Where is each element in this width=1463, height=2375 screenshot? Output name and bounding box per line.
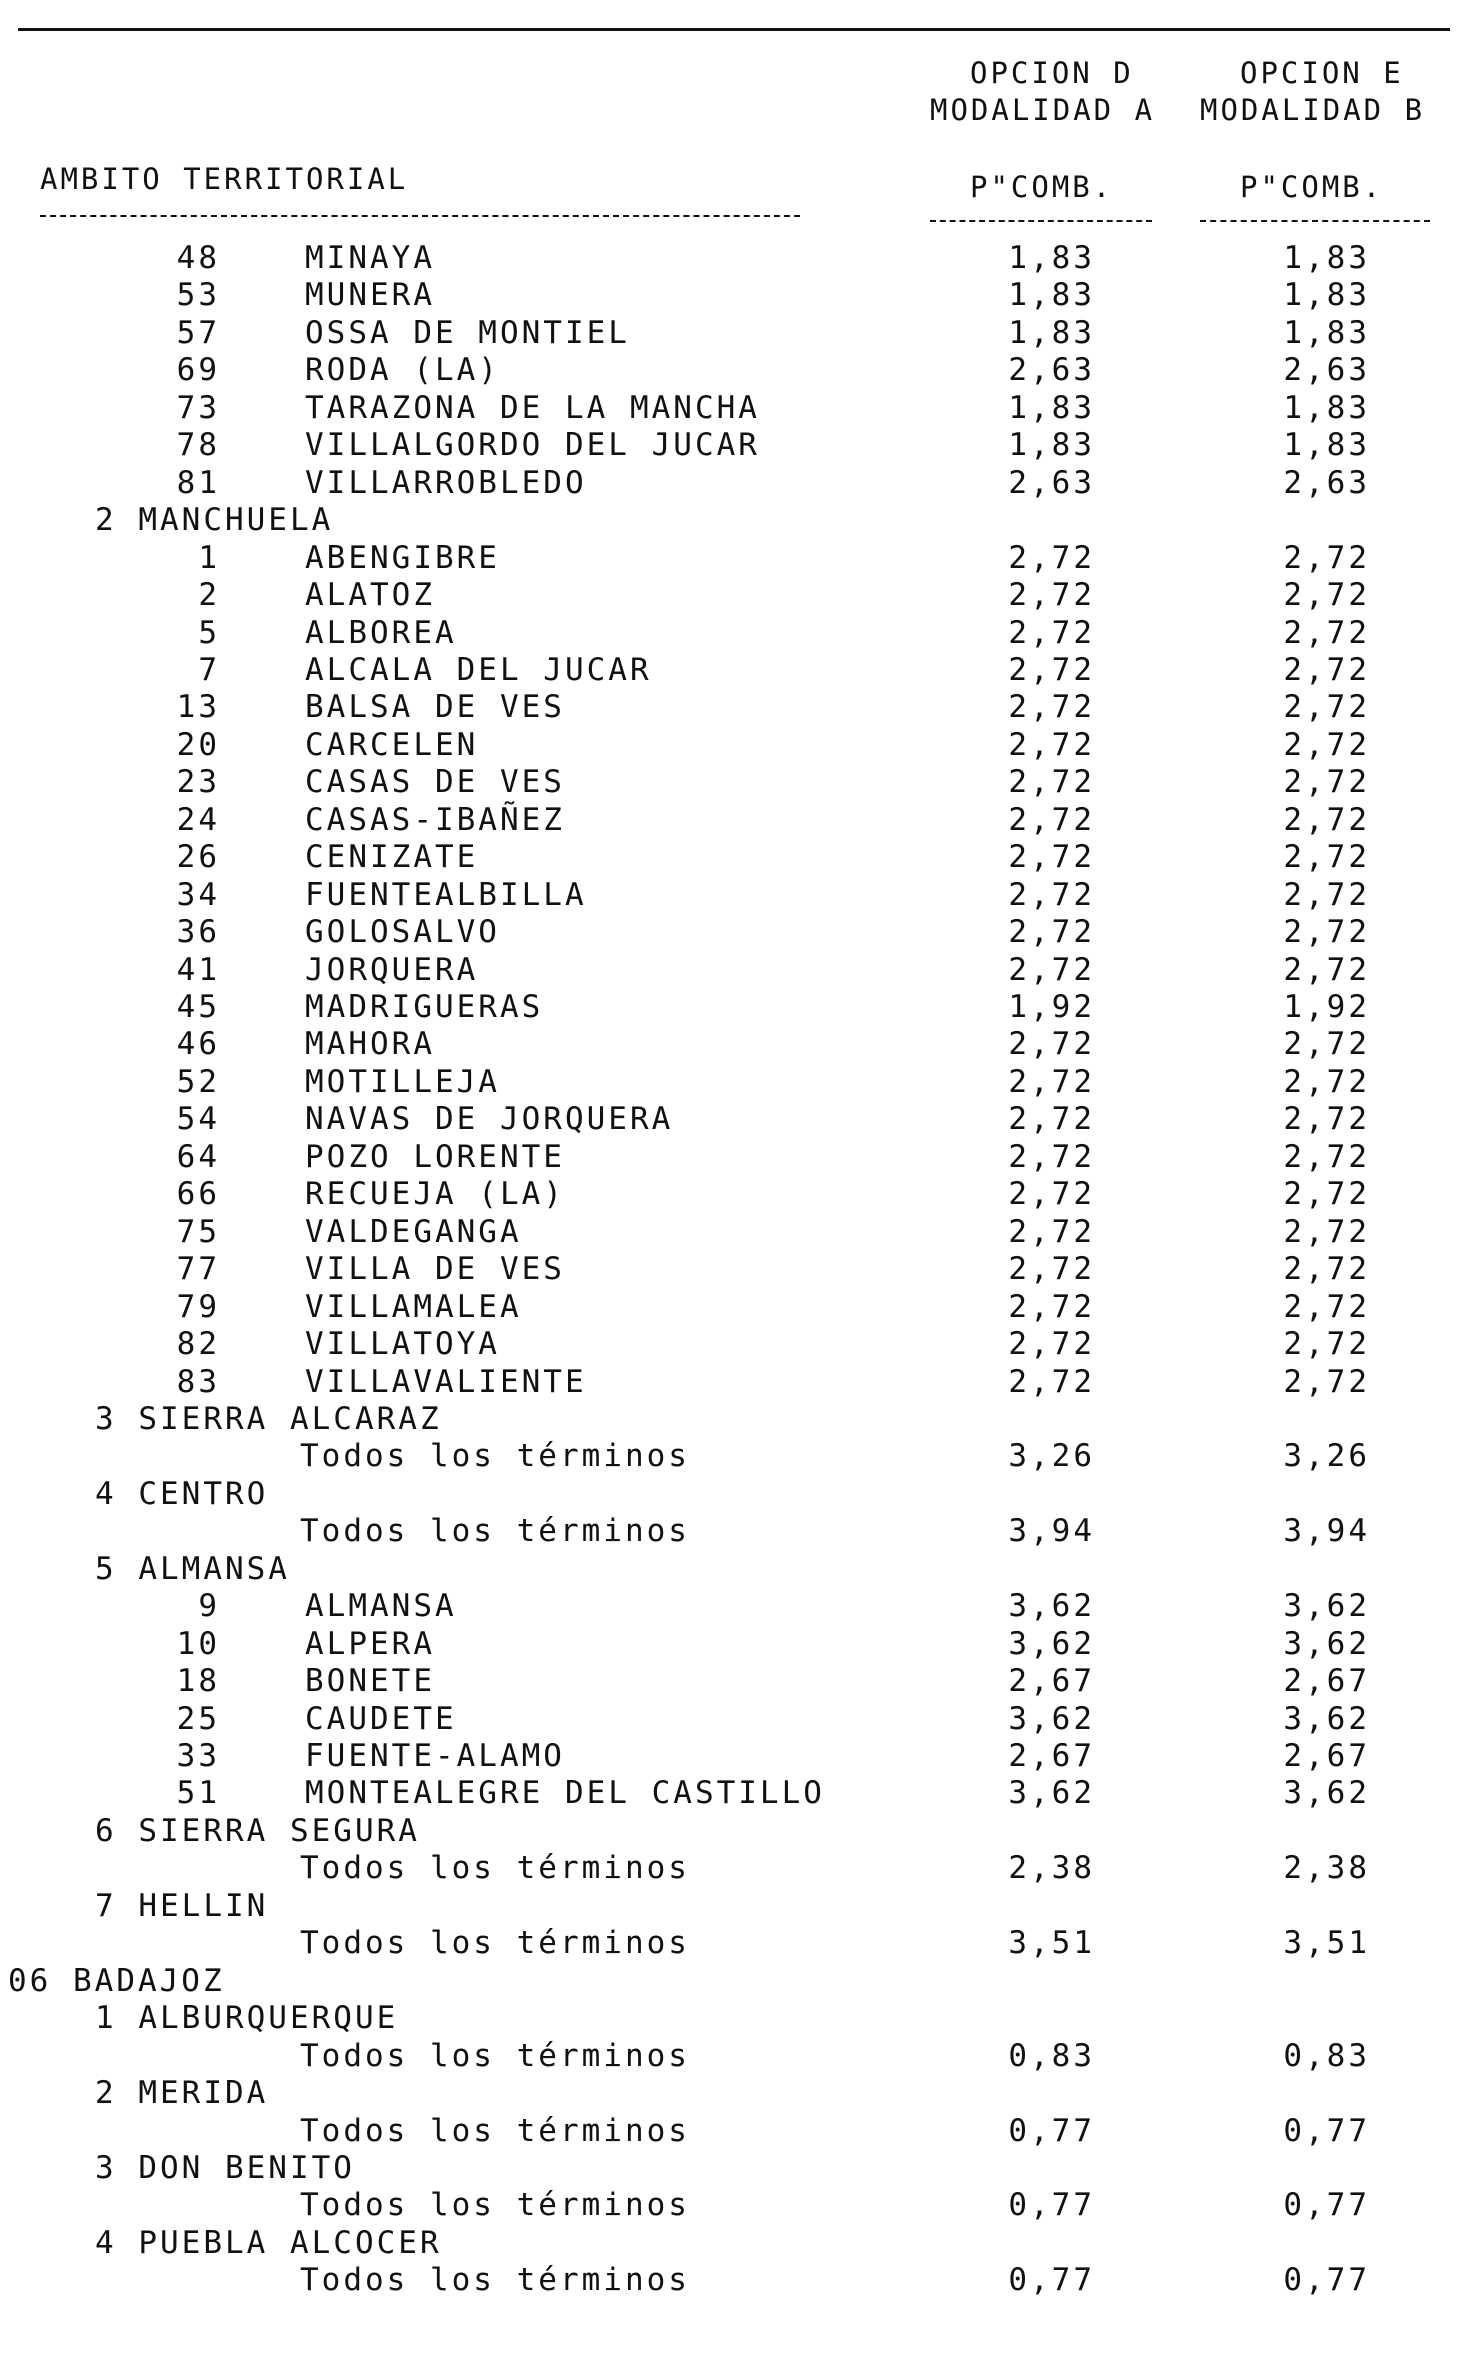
municipality-row [0, 1101, 1463, 1138]
col-d-header-line1: OPCION D [970, 56, 1134, 90]
all-terms-label: Todos los términos [300, 2187, 690, 2224]
rate-option-e: 0,77 [1283, 2262, 1370, 2299]
municipality-code: 18 [176, 1663, 220, 1700]
municipality-row [0, 1026, 1463, 1063]
rate-option-d: 2,72 [1008, 1213, 1095, 1250]
rate-option-e: 0,77 [1283, 2187, 1370, 2224]
comarca-name: 1 ALBURQUERQUE [95, 2000, 399, 2037]
rate-option-d: 2,38 [1008, 1850, 1095, 1887]
all-terms-row [0, 2113, 1463, 2150]
rate-option-e: 3,51 [1283, 1925, 1370, 1962]
municipality-code: 25 [176, 1700, 220, 1737]
comarca-row [0, 1813, 1463, 1850]
rate-option-d: 3,51 [1008, 1925, 1095, 1962]
all-terms-label: Todos los términos [300, 1513, 690, 1550]
municipality-row [0, 540, 1463, 577]
all-terms-label: Todos los términos [300, 1850, 690, 1887]
rate-option-d: 0,77 [1008, 2187, 1095, 2224]
municipality-row [0, 764, 1463, 801]
municipality-row [0, 427, 1463, 464]
comarca-row [0, 1888, 1463, 1925]
comarca-name: 2 MANCHUELA [95, 502, 334, 539]
municipality-row [0, 802, 1463, 839]
municipality-code: 36 [176, 914, 220, 951]
municipality-row [0, 1364, 1463, 1401]
rate-option-e: 1,92 [1283, 989, 1370, 1025]
municipality-code: 66 [176, 1176, 220, 1213]
municipality-code: 52 [176, 1063, 220, 1100]
rate-option-d: 1,83 [1008, 427, 1095, 464]
rate-option-d: 2,72 [1008, 726, 1095, 763]
municipality-code: 34 [176, 876, 220, 913]
all-terms-row [0, 1513, 1463, 1550]
municipality-code: 45 [176, 989, 220, 1025]
municipality-row [0, 1289, 1463, 1326]
rate-option-d: 2,67 [1008, 1738, 1095, 1774]
all-terms-label: Todos los términos [300, 2262, 690, 2299]
municipality-name: CASAS DE VES [305, 764, 565, 801]
rate-option-d: 2,72 [1008, 914, 1095, 951]
rate-option-d: 2,72 [1008, 1363, 1095, 1400]
all-terms-row [0, 2187, 1463, 2224]
rate-option-d: 2,72 [1008, 1101, 1095, 1138]
municipality-code: 33 [176, 1738, 220, 1774]
rate-option-d: 2,72 [1008, 876, 1095, 913]
municipality-name: CAUDETE [305, 1700, 457, 1737]
rate-option-d: 2,72 [1008, 801, 1095, 838]
rate-option-d: 3,62 [1008, 1775, 1095, 1812]
rate-option-e: 2,63 [1283, 464, 1370, 501]
rate-option-d: 0,77 [1008, 2112, 1095, 2149]
rate-option-e: 2,72 [1283, 539, 1370, 576]
rate-option-d: 3,26 [1008, 1438, 1095, 1475]
rate-option-d: 1,83 [1008, 277, 1095, 314]
municipality-row [0, 277, 1463, 314]
rate-option-d: 1,83 [1008, 314, 1095, 351]
all-terms-row [0, 1850, 1463, 1887]
rate-option-d: 1,83 [1008, 240, 1095, 276]
top-rule [18, 28, 1450, 31]
comarca-row [0, 2075, 1463, 2112]
municipality-name: BALSA DE VES [305, 689, 565, 726]
ambito-territorial-header: AMBITO TERRITORIAL [40, 162, 409, 196]
rate-option-e: 3,94 [1283, 1513, 1370, 1550]
rate-option-e: 0,83 [1283, 2037, 1370, 2074]
rate-option-e: 2,72 [1283, 577, 1370, 614]
municipality-name: OSSA DE MONTIEL [305, 314, 630, 351]
municipality-code: 13 [176, 689, 220, 726]
rate-option-d: 2,72 [1008, 614, 1095, 651]
rate-option-e: 1,83 [1283, 427, 1370, 464]
municipality-name: FUENTE-ALAMO [305, 1738, 565, 1774]
rate-option-e: 2,72 [1283, 689, 1370, 726]
municipality-row [0, 390, 1463, 427]
municipality-row [0, 1775, 1463, 1812]
municipality-code: 78 [176, 427, 220, 464]
rate-option-e: 2,72 [1283, 1026, 1370, 1063]
rate-option-d: 2,72 [1008, 764, 1095, 801]
municipality-name: VILLATOYA [305, 1326, 500, 1363]
rate-option-d: 0,77 [1008, 2262, 1095, 2299]
municipality-name: GOLOSALVO [305, 914, 500, 951]
municipality-name: CASAS-IBAÑEZ [305, 801, 565, 838]
municipality-code: 51 [176, 1775, 220, 1812]
municipality-row [0, 1326, 1463, 1363]
municipality-name: ALCALA DEL JUCAR [305, 651, 652, 688]
municipality-row [0, 1251, 1463, 1288]
municipality-name: CENIZATE [305, 839, 479, 876]
rate-option-e: 0,77 [1283, 2112, 1370, 2149]
municipality-name: FUENTEALBILLA [305, 876, 587, 913]
rate-option-e: 1,83 [1283, 277, 1370, 314]
municipality-code: 54 [176, 1101, 220, 1138]
municipality-name: BONETE [305, 1663, 435, 1700]
rate-option-e: 3,62 [1283, 1588, 1370, 1625]
municipality-code: 77 [176, 1251, 220, 1288]
all-terms-label: Todos los términos [300, 1438, 690, 1475]
municipality-name: VILLAVALIENTE [305, 1363, 587, 1400]
municipality-code: 82 [176, 1326, 220, 1363]
rate-option-d: 2,72 [1008, 577, 1095, 614]
rate-option-e: 1,83 [1283, 314, 1370, 351]
rate-option-e: 1,83 [1283, 389, 1370, 426]
municipality-row [0, 877, 1463, 914]
municipality-code: 7 [198, 651, 220, 688]
pcomb-e-header: P"COMB. [1240, 170, 1384, 204]
comarca-name: 4 CENTRO [95, 1475, 269, 1512]
rate-option-e: 2,72 [1283, 1063, 1370, 1100]
comarca-row [0, 502, 1463, 539]
municipality-code: 2 [198, 577, 220, 614]
municipality-row [0, 465, 1463, 502]
rate-option-e: 2,72 [1283, 1101, 1370, 1138]
comarca-row [0, 1401, 1463, 1438]
municipality-name: ALMANSA [305, 1588, 457, 1625]
comarca-name: 7 HELLIN [95, 1887, 269, 1924]
col-e-header-line1: OPCION E [1240, 56, 1404, 90]
rate-option-d: 2,72 [1008, 1288, 1095, 1325]
rate-option-e: 2,72 [1283, 1363, 1370, 1400]
rate-option-d: 3,94 [1008, 1513, 1095, 1550]
rate-option-e: 2,38 [1283, 1850, 1370, 1887]
municipality-code: 24 [176, 801, 220, 838]
rate-option-d: 3,62 [1008, 1588, 1095, 1625]
rate-option-d: 2,72 [1008, 689, 1095, 726]
municipality-code: 48 [176, 240, 220, 276]
municipality-row [0, 1176, 1463, 1213]
municipality-name: ALATOZ [305, 577, 435, 614]
comarca-name: 3 DON BENITO [95, 2149, 355, 2186]
municipality-name: JORQUERA [305, 951, 479, 988]
all-terms-row [0, 2038, 1463, 2075]
rate-option-e: 2,72 [1283, 726, 1370, 763]
rate-option-e: 2,72 [1283, 1288, 1370, 1325]
rate-option-d: 2,72 [1008, 951, 1095, 988]
comarca-row [0, 1551, 1463, 1588]
all-terms-row [0, 2262, 1463, 2299]
rate-option-d: 2,63 [1008, 352, 1095, 389]
municipality-name: RODA (LA) [305, 352, 500, 389]
municipality-code: 23 [176, 764, 220, 801]
municipality-row [0, 1701, 1463, 1738]
rate-option-d: 2,72 [1008, 1138, 1095, 1175]
all-terms-label: Todos los términos [300, 2112, 690, 2149]
province-name: 06 BADAJOZ [8, 1962, 225, 1999]
col-e-header-line2: MODALIDAD B [1200, 93, 1426, 127]
rate-option-e: 2,72 [1283, 1326, 1370, 1363]
pcomb-d-header: P"COMB. [970, 170, 1114, 204]
rate-option-d: 2,72 [1008, 651, 1095, 688]
municipality-row [0, 1588, 1463, 1625]
comarca-row [0, 1476, 1463, 1513]
rate-option-d: 2,72 [1008, 1063, 1095, 1100]
rate-option-e: 2,72 [1283, 951, 1370, 988]
municipality-code: 83 [176, 1363, 220, 1400]
comarca-name: 2 MERIDA [95, 2075, 269, 2112]
rate-option-e: 2,72 [1283, 1138, 1370, 1175]
all-terms-row [0, 1925, 1463, 1962]
header-underline-e [1200, 220, 1430, 222]
municipality-code: 9 [198, 1588, 220, 1625]
municipality-code: 81 [176, 464, 220, 501]
rate-option-d: 2,63 [1008, 464, 1095, 501]
municipality-name: NAVAS DE JORQUERA [305, 1101, 674, 1138]
rate-option-d: 1,92 [1008, 989, 1095, 1025]
municipality-row [0, 240, 1463, 277]
rate-option-d: 2,72 [1008, 539, 1095, 576]
rate-option-e: 3,62 [1283, 1775, 1370, 1812]
municipality-row [0, 952, 1463, 989]
municipality-code: 1 [198, 539, 220, 576]
municipality-name: VILLARROBLEDO [305, 464, 587, 501]
municipality-row [0, 1626, 1463, 1663]
rate-option-e: 2,72 [1283, 801, 1370, 838]
comarca-row [0, 2000, 1463, 2037]
municipality-row [0, 914, 1463, 951]
municipality-code: 53 [176, 277, 220, 314]
municipality-row [0, 1064, 1463, 1101]
rate-option-d: 2,67 [1008, 1663, 1095, 1700]
municipality-row [0, 1738, 1463, 1775]
rate-option-d: 3,62 [1008, 1625, 1095, 1662]
rate-option-e: 2,72 [1283, 1213, 1370, 1250]
municipality-row [0, 1139, 1463, 1176]
rate-option-e: 2,67 [1283, 1738, 1370, 1774]
municipality-name: VILLAMALEA [305, 1288, 522, 1325]
municipality-code: 79 [176, 1288, 220, 1325]
municipality-row [0, 1663, 1463, 1700]
municipality-code: 57 [176, 314, 220, 351]
municipality-name: RECUEJA (LA) [305, 1176, 565, 1213]
rate-option-d: 2,72 [1008, 1326, 1095, 1363]
comarca-name: 6 SIERRA SEGURA [95, 1812, 420, 1849]
rate-option-e: 3,26 [1283, 1438, 1370, 1475]
rate-option-e: 2,72 [1283, 839, 1370, 876]
municipality-row [0, 989, 1463, 1026]
municipality-name: ABENGIBRE [305, 539, 500, 576]
municipality-name: MONTEALEGRE DEL CASTILLO [305, 1775, 825, 1812]
header-underline-d [930, 220, 1152, 222]
rate-option-e: 2,72 [1283, 651, 1370, 688]
rate-option-d: 2,72 [1008, 1251, 1095, 1288]
comarca-row [0, 2225, 1463, 2262]
rate-option-e: 2,72 [1283, 914, 1370, 951]
rate-option-e: 2,67 [1283, 1663, 1370, 1700]
municipality-name: POZO LORENTE [305, 1138, 565, 1175]
municipality-code: 10 [176, 1625, 220, 1662]
all-terms-row [0, 1438, 1463, 1475]
municipality-row [0, 615, 1463, 652]
municipality-code: 46 [176, 1026, 220, 1063]
rate-option-e: 2,72 [1283, 1251, 1370, 1288]
municipality-name: TARAZONA DE LA MANCHA [305, 389, 760, 426]
municipality-name: VILLA DE VES [305, 1251, 565, 1288]
rate-option-d: 1,83 [1008, 389, 1095, 426]
municipality-row [0, 315, 1463, 352]
municipality-code: 20 [176, 726, 220, 763]
municipality-name: ALBOREA [305, 614, 457, 651]
municipality-name: ALPERA [305, 1625, 435, 1662]
rate-option-e: 2,72 [1283, 1176, 1370, 1213]
rate-option-e: 1,83 [1283, 240, 1370, 276]
municipality-row [0, 689, 1463, 726]
all-terms-label: Todos los términos [300, 1925, 690, 1962]
municipality-row [0, 577, 1463, 614]
municipality-name: CARCELEN [305, 726, 479, 763]
municipality-code: 64 [176, 1138, 220, 1175]
municipality-row [0, 352, 1463, 389]
rate-option-d: 2,72 [1008, 1026, 1095, 1063]
municipality-row [0, 1214, 1463, 1251]
rate-option-d: 0,83 [1008, 2037, 1095, 2074]
rate-option-d: 2,72 [1008, 1176, 1095, 1213]
municipality-name: MAHORA [305, 1026, 435, 1063]
municipality-row [0, 652, 1463, 689]
municipality-code: 5 [198, 614, 220, 651]
rate-option-e: 2,72 [1283, 614, 1370, 651]
comarca-name: 3 SIERRA ALCARAZ [95, 1400, 442, 1437]
col-d-header-line2: MODALIDAD A [930, 93, 1156, 127]
municipality-row [0, 727, 1463, 764]
header-underline-ambito [40, 215, 800, 217]
municipality-code: 73 [176, 389, 220, 426]
municipality-code: 75 [176, 1213, 220, 1250]
rate-option-e: 2,72 [1283, 876, 1370, 913]
rate-option-e: 2,72 [1283, 764, 1370, 801]
province-row [0, 1963, 1463, 2000]
municipality-name: MADRIGUERAS [305, 989, 544, 1025]
municipality-name: VALDEGANGA [305, 1213, 522, 1250]
municipality-name: MUNERA [305, 277, 435, 314]
comarca-name: 5 ALMANSA [95, 1550, 290, 1587]
all-terms-label: Todos los términos [300, 2037, 690, 2074]
rate-option-e: 3,62 [1283, 1700, 1370, 1737]
rate-option-e: 3,62 [1283, 1625, 1370, 1662]
municipality-name: VILLALGORDO DEL JUCAR [305, 427, 760, 464]
rate-option-d: 3,62 [1008, 1700, 1095, 1737]
comarca-name: 4 PUEBLA ALCOCER [95, 2224, 442, 2261]
comarca-row [0, 2150, 1463, 2187]
rate-option-e: 2,63 [1283, 352, 1370, 389]
rate-option-d: 2,72 [1008, 839, 1095, 876]
municipality-code: 69 [176, 352, 220, 389]
municipality-name: MOTILLEJA [305, 1063, 500, 1100]
municipality-name: MINAYA [305, 240, 435, 276]
municipality-code: 41 [176, 951, 220, 988]
municipality-code: 26 [176, 839, 220, 876]
municipality-row [0, 839, 1463, 876]
